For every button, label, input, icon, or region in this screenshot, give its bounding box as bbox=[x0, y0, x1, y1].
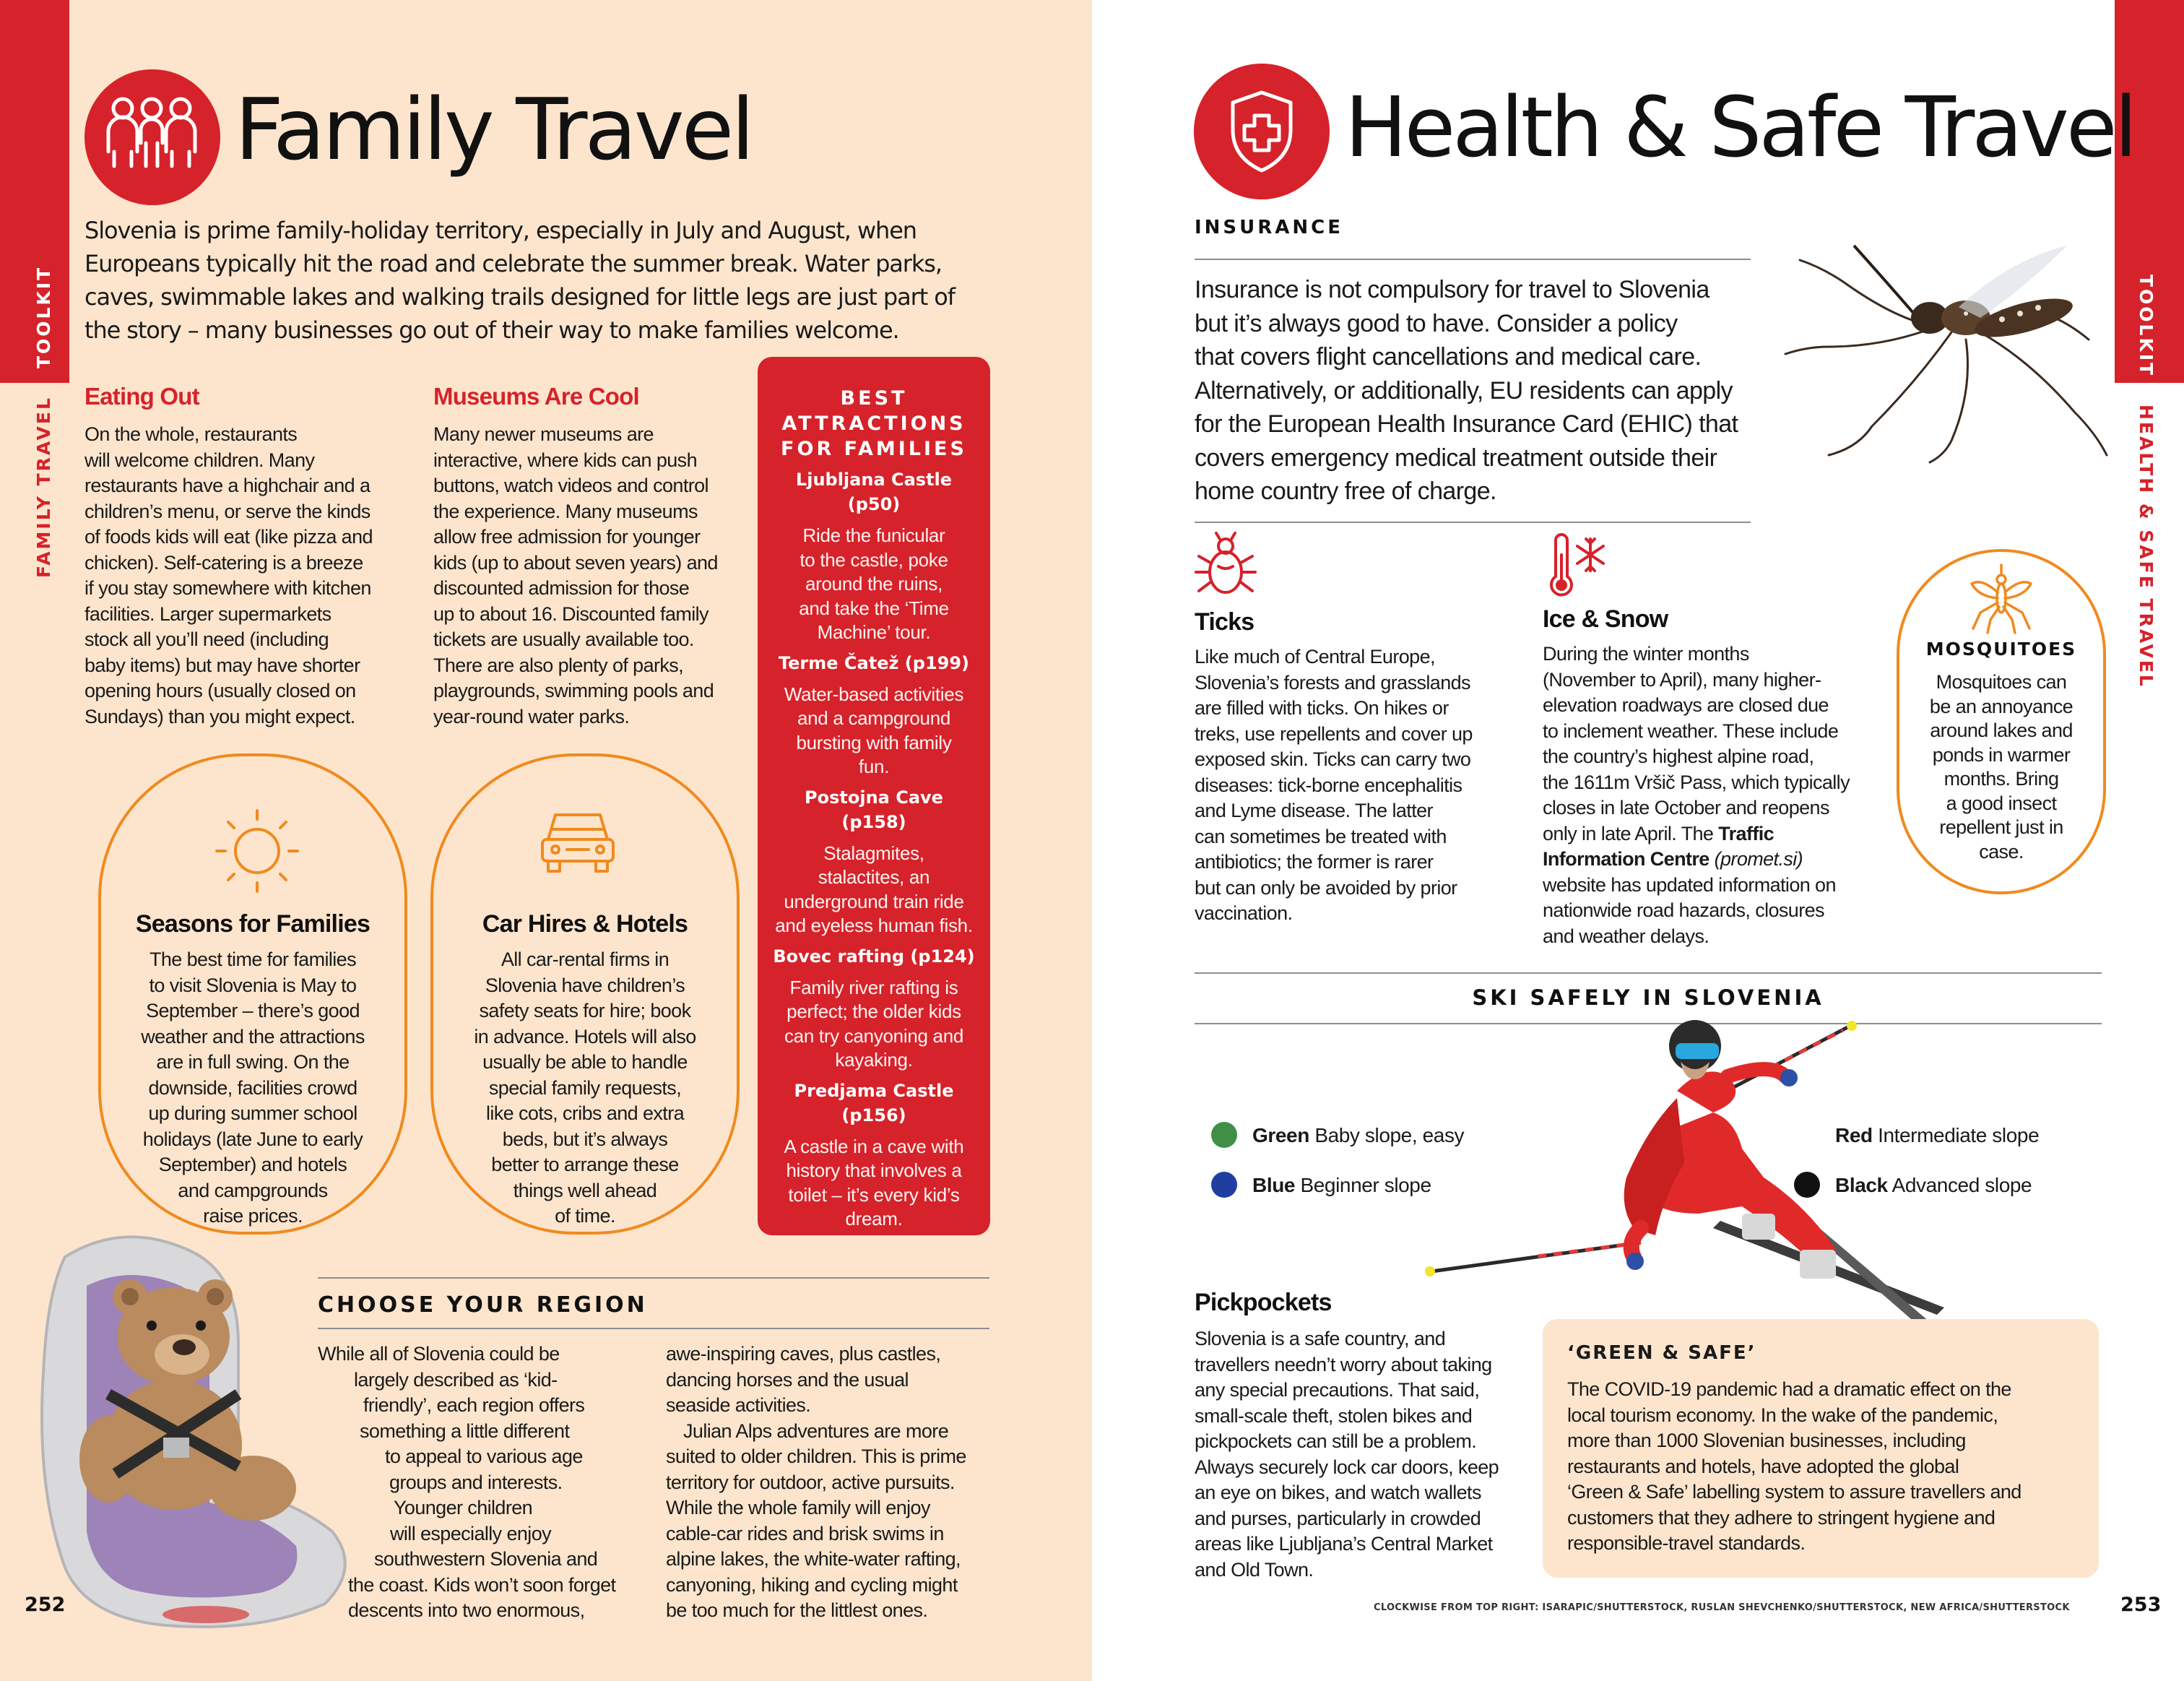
sun-icon bbox=[214, 808, 300, 894]
section-tab-label: FAMILY TRAVEL bbox=[33, 396, 54, 578]
ice-snow-heading: Ice & Snow bbox=[1543, 605, 1668, 633]
car-seat-teddy-photo bbox=[22, 1228, 354, 1633]
green-safe-heading: ‘GREEN & SAFE’ bbox=[1567, 1342, 1756, 1364]
attraction-item: Terme Čatež (p199) Water-based activities and a campground bursting with family fun. bbox=[778, 652, 970, 777]
mosquito-photo bbox=[1785, 238, 2110, 470]
attractions-title: BEST ATTRACTIONS FOR FAMILIES bbox=[781, 387, 967, 460]
legend-blue: Blue Beginner slope bbox=[1252, 1174, 1431, 1196]
region-col1: While all of Slovenia could be largely described as ‘kid- friendly’, each region offers something a little different to appeal to various age groups and interests. Younger children will especially enjoy southwestern Slovenia and the coast. Kids won’t soon forget descents into two enormous, bbox=[318, 1343, 616, 1621]
photo-credit: CLOCKWISE FROM TOP RIGHT: ISARAPIC/SHUTTERSTOCK, RUSLAN SHEVCHENKO/SHUTTERSTOCK, NEW AFRICA/SHUTTERSTOCK bbox=[1374, 1602, 2070, 1613]
family-icon bbox=[101, 87, 202, 188]
intro-paragraph: Slovenia is prime family-holiday territory, especially in July and August, when Europeans typically hit the road and celebrate the summer break. Water parks, caves, swimmable lakes and walking trails designed for little legs are just part of the story – many businesses go out of their way to make families welcome. bbox=[84, 217, 955, 344]
tick-icon bbox=[1193, 530, 1258, 602]
right-page bbox=[1092, 0, 2184, 1681]
insurance-rule-bottom bbox=[1195, 522, 1751, 523]
pickpockets-text: Slovenia is a safe country, and travellers needn’t worry about taking any special precautions. That said, small-scale theft, stolen bikes and pickpockets can still be a problem. Always securely lock car doors, keep an eye on bikes, and watch wallets and purses, particularly in crowded areas like Ljubljana’s Central Market and Old Town. bbox=[1195, 1328, 1499, 1581]
insurance-text: Insurance is not compulsory for travel to Slovenia but it’s always good to have. Consider a policy that covers flight cancellations and medical care. Alternatively, or additionally, EU residents can apply for the European Health Insurance Card (EHIC) that covers emergency medical treatment outside their home country free of charge. bbox=[1195, 276, 1738, 505]
legend-dot-blue bbox=[1211, 1172, 1237, 1198]
toolkit-tab-label: TOOLKIT bbox=[33, 265, 54, 368]
region-heading: CHOOSE YOUR REGION bbox=[318, 1292, 648, 1318]
page-title: Family Travel bbox=[235, 79, 752, 179]
eating-out-text: On the whole, restaurants will welcome children. Many restaurants have a highchair and a children’s menu, or serve the kinds of foods kids will eat (like pizza and chicken). Self-catering is a breeze if you stay somewhere with kitchen facilities. Larger supermarkets stock all you’ll need (including baby items) but may have shorter opening hours (usually closed on Sundays) than you might expect. bbox=[84, 423, 373, 727]
eating-out-heading: Eating Out bbox=[84, 383, 199, 410]
attraction-item: Bovec rafting (p124) Family river rafting is perfect; the older kids can try canyoning and kayaking. bbox=[773, 946, 975, 1071]
attraction-item: Postojna Cave (p158) Stalagmites, stalactites, an underground train ride and eyeless human fish. bbox=[775, 787, 973, 936]
mosquitoes-heading: MOSQUITOES bbox=[1925, 639, 2077, 660]
legend-dot-green bbox=[1211, 1122, 1237, 1148]
pickpockets-heading: Pickpockets bbox=[1195, 1289, 1332, 1316]
car-hires-text: All car-rental firms in Slovenia have children’s safety seats for hire; book in advance. Hotels will also usually be able to handle special family requests, like cots, cribs and extra beds, but it’s always better to arrange these things well ahead of time. bbox=[474, 948, 696, 1227]
car-icon bbox=[538, 803, 618, 876]
toolkit-tab-label: TOOLKIT bbox=[2136, 275, 2157, 378]
green-safe-text: The COVID-19 pandemic had a dramatic effect on the local tourism economy. In the wake of the pandemic, more than 1000 Slovenian businesses, including restaurants and hotels, have adopted the global ‘Green & Safe’ labelling system to assure travellers and customers that they adhere to stringent hygiene and responsible-travel standards. bbox=[1567, 1378, 2022, 1554]
seasons-text: The best time for families to visit Slovenia is May to September – there’s good weather and the attractions are in full swing. On the downside, facilities crowd up during summer school holidays (late June to early September) and hotels and campgrounds raise prices. bbox=[141, 948, 365, 1227]
legend-red: Red Intermediate slope bbox=[1835, 1124, 2040, 1146]
ice-snow-text: During the winter months (November to April), many higher- elevation roadways are closed due to inclement weather. These include the country’s highest alpine road, the 1611m Vršič Pass, which typically closes in late October and reopens only in late April. The Traffic Information Centre (promet.si) website has updated information on nationwide road hazards, closures and weather delays. bbox=[1543, 643, 1850, 947]
legend-green: Green Baby slope, easy bbox=[1252, 1124, 1465, 1146]
page-number-right: 253 bbox=[2120, 1594, 2162, 1616]
mosquitoes-text: Mosquitoes can be an annoyance around lakes and ponds in warmer months. Bring a good insect repellent just in case. bbox=[1929, 671, 2074, 863]
insurance-heading: INSURANCE bbox=[1195, 217, 1344, 238]
ticks-text: Like much of Central Europe, Slovenia’s forests and grasslands are filled with ticks. On hikes or treks, use repellents and cover up exposed skin. Ticks can carry two diseases: tick-borne encephalitis and Lyme disease. The latter can sometimes be treated with antibiotics; the former is rarer but can only be avoided by prior vaccination. bbox=[1195, 646, 1473, 924]
page-title: Health & Safe Travel bbox=[1345, 79, 2135, 176]
region-rule-top bbox=[318, 1277, 989, 1279]
museums-heading: Museums Are Cool bbox=[433, 383, 639, 410]
attraction-item: Ljubljana Castle (p50) Ride the funicular to the castle, poke around the ruins, and take the ‘Time Machine’ tour. bbox=[795, 470, 953, 643]
legend-black: Black Advanced slope bbox=[1835, 1174, 2032, 1196]
legend-dot-black bbox=[1794, 1172, 1820, 1198]
ski-heading: SKI SAFELY IN SLOVENIA bbox=[1472, 985, 1824, 1010]
mosquito-icon bbox=[1962, 562, 2041, 634]
shield-cross-icon bbox=[1226, 88, 1298, 175]
ski-rule-top bbox=[1195, 972, 2102, 974]
attraction-item: Predjama Castle (p156) A castle in a cave with history that involves a toilet – it’s every kid’s dream. bbox=[784, 1080, 964, 1230]
best-attractions-box bbox=[758, 357, 990, 1235]
region-rule-bottom bbox=[318, 1328, 989, 1329]
insurance-rule-top bbox=[1195, 259, 1751, 260]
car-hires-heading: Car Hires & Hotels bbox=[482, 910, 688, 938]
region-col2: awe-inspiring caves, plus castles, dancing horses and the usual seaside activities. Julian Alps adventures are more suited to older children. This is prime territory for outdoor, active pursuits. While the whole family will enjoy cable-car rides and brisk swims in alpine lakes, the white-water rafting, canyoning, hiking and cycling might be too much for the littlest ones. bbox=[666, 1343, 966, 1621]
seasons-heading: Seasons for Families bbox=[135, 910, 370, 938]
museums-text: Many newer museums are interactive, where kids can push buttons, watch videos and control the experience. Many museums allow free admission for younger kids (up to about seven years) and discounted admission for those up to about 16. Discounted family tickets are usually available too. There are also plenty of parks, playgrounds, swimming pools and year-round water parks. bbox=[433, 423, 718, 727]
green-and-safe-box bbox=[1543, 1319, 2099, 1578]
page-number-left: 252 bbox=[25, 1594, 66, 1616]
thermometer-snowflake-icon bbox=[1541, 533, 1613, 605]
ticks-heading: Ticks bbox=[1195, 608, 1254, 636]
section-tab-label: HEALTH & SAFE TRAVEL bbox=[2136, 405, 2157, 688]
